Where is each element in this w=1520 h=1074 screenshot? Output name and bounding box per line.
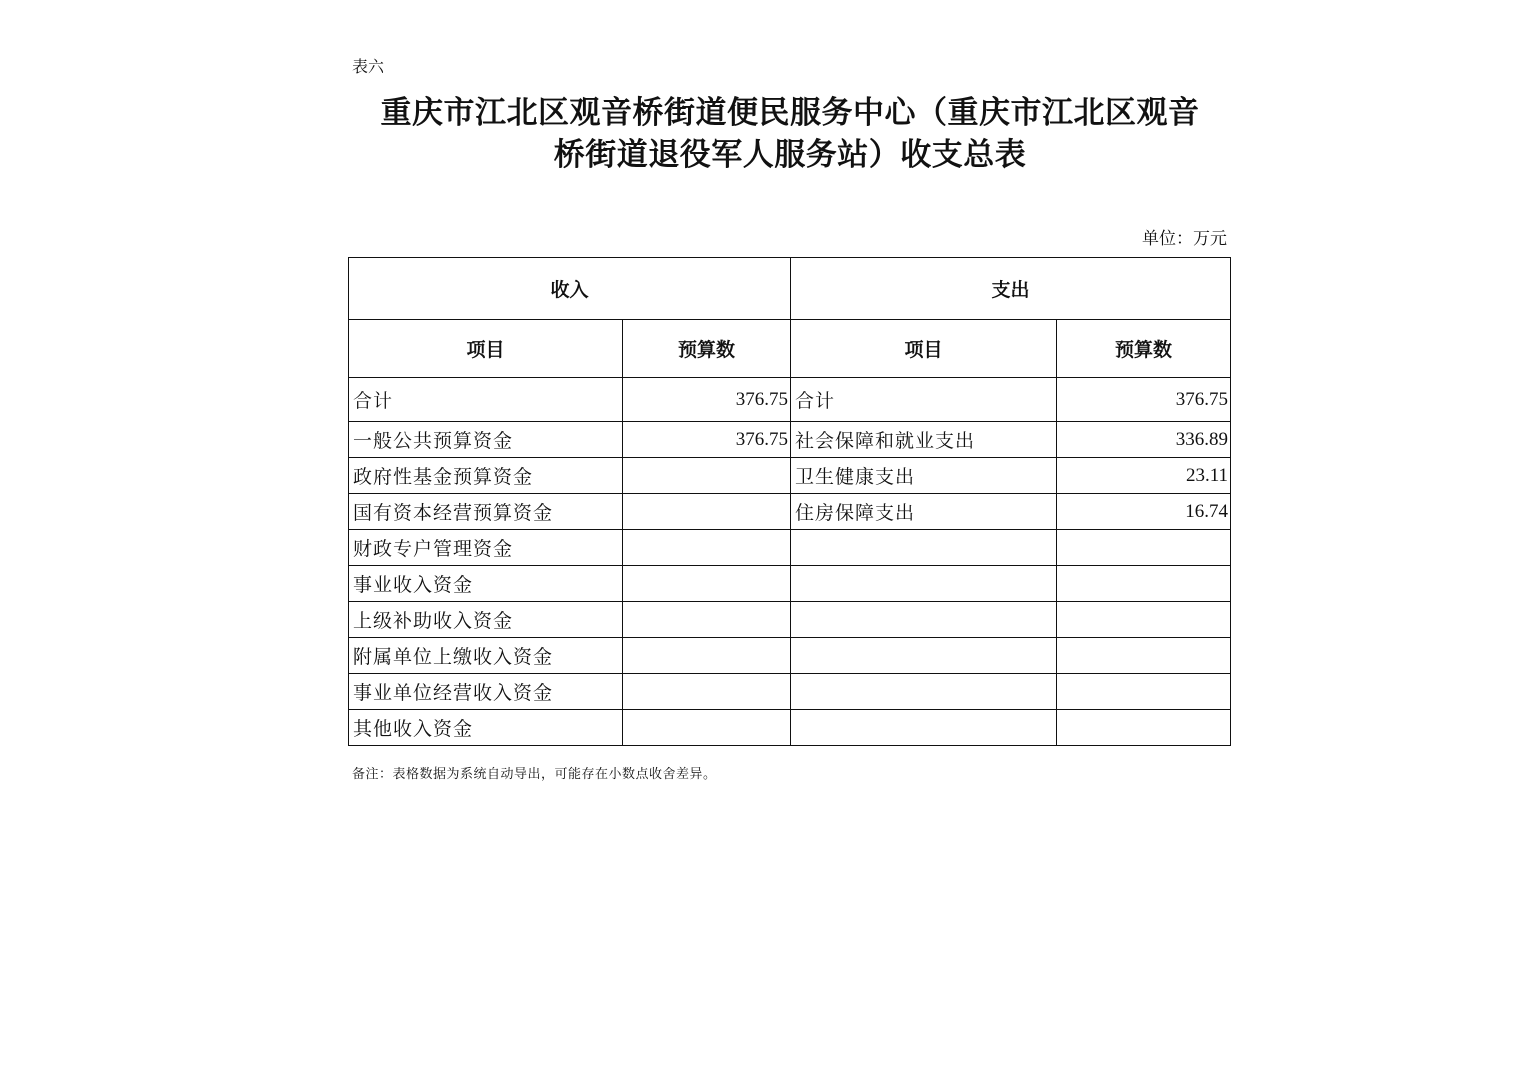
income-total-value: 376.75 xyxy=(623,378,791,422)
expense-item xyxy=(791,566,1057,602)
income-value xyxy=(623,638,791,674)
expense-item xyxy=(791,638,1057,674)
section-header-row xyxy=(349,258,1231,320)
table-label: 表六 xyxy=(352,57,385,76)
expense-value xyxy=(1057,710,1231,746)
table-row xyxy=(349,494,1231,530)
income-value: 376.75 xyxy=(623,422,791,458)
table-row xyxy=(349,602,1231,638)
title-line-1: 重庆市江北区观音桥街道便民服务中心（重庆市江北区观音 xyxy=(380,95,1200,131)
expense-budget-header: 预算数 xyxy=(1057,320,1231,378)
expense-value: 23.11 xyxy=(1057,458,1231,494)
income-section-header: 收入 xyxy=(349,258,791,320)
income-item: 其他收入资金 xyxy=(349,710,623,746)
expense-section-header: 支出 xyxy=(791,258,1231,320)
income-value xyxy=(623,458,791,494)
table-row xyxy=(349,710,1231,746)
income-item: 事业收入资金 xyxy=(349,566,623,602)
expense-value: 336.89 xyxy=(1057,422,1231,458)
expense-total-label: 合计 xyxy=(791,378,1057,422)
table-row xyxy=(349,566,1231,602)
expense-item: 社会保障和就业支出 xyxy=(791,422,1057,458)
expense-value xyxy=(1057,566,1231,602)
income-item: 上级补助收入资金 xyxy=(349,602,623,638)
table-row xyxy=(349,530,1231,566)
table-row xyxy=(349,458,1231,494)
expense-item xyxy=(791,602,1057,638)
expense-value xyxy=(1057,638,1231,674)
expense-total-value: 376.75 xyxy=(1057,378,1231,422)
title-line-2: 桥街道退役军人服务站）收支总表 xyxy=(553,137,1027,173)
income-total-label: 合计 xyxy=(349,378,623,422)
income-item: 国有资本经营预算资金 xyxy=(349,494,623,530)
income-item: 一般公共预算资金 xyxy=(349,422,623,458)
expense-value xyxy=(1057,674,1231,710)
income-value xyxy=(623,602,791,638)
expense-item xyxy=(791,530,1057,566)
total-row xyxy=(349,378,1231,422)
expense-value xyxy=(1057,530,1231,566)
column-header-row xyxy=(349,320,1231,378)
expense-item xyxy=(791,674,1057,710)
table-row xyxy=(349,638,1231,674)
expense-item: 卫生健康支出 xyxy=(791,458,1057,494)
income-budget-header: 预算数 xyxy=(623,320,791,378)
income-item: 附属单位上缴收入资金 xyxy=(349,638,623,674)
income-value xyxy=(623,530,791,566)
unit-label: 单位：万元 xyxy=(1142,229,1227,249)
income-value xyxy=(623,674,791,710)
page-title xyxy=(340,92,1240,176)
income-item: 事业单位经营收入资金 xyxy=(349,674,623,710)
income-item-header: 项目 xyxy=(349,320,623,378)
footnote: 备注：表格数据为系统自动导出，可能存在小数点收舍差异。 xyxy=(352,767,717,782)
expense-item-header: 项目 xyxy=(791,320,1057,378)
expense-item: 住房保障支出 xyxy=(791,494,1057,530)
income-value xyxy=(623,710,791,746)
expense-value: 16.74 xyxy=(1057,494,1231,530)
expense-item xyxy=(791,710,1057,746)
income-value xyxy=(623,494,791,530)
income-item: 政府性基金预算资金 xyxy=(349,458,623,494)
table-row xyxy=(349,422,1231,458)
expense-value xyxy=(1057,602,1231,638)
income-item: 财政专户管理资金 xyxy=(349,530,623,566)
income-expense-table xyxy=(348,257,1231,746)
income-value xyxy=(623,566,791,602)
table-row xyxy=(349,674,1231,710)
